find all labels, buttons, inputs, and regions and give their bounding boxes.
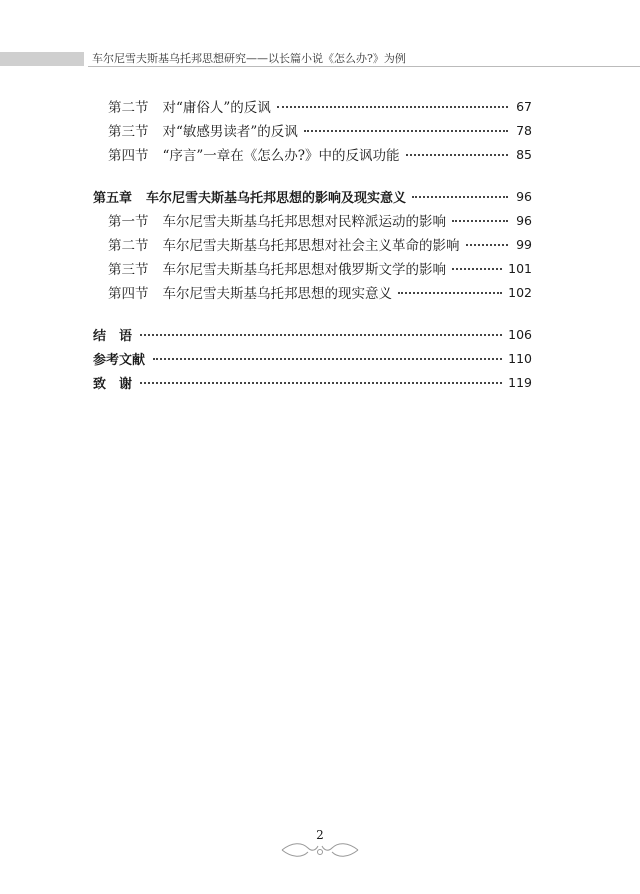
toc-entry[interactable] — [108, 120, 532, 140]
toc-entry-section: 第三节 — [108, 262, 149, 278]
toc-references-entry[interactable] — [93, 348, 532, 368]
dot-leader — [277, 106, 508, 108]
toc-chapter-page: 96 — [516, 188, 532, 204]
dot-leader — [398, 292, 502, 294]
header-decor-bar — [0, 52, 84, 66]
toc-chapter-title: 车尔尼雪夫斯基乌托邦思想的影响及现实意义 — [146, 190, 407, 206]
toc-entry-page: 67 — [516, 98, 532, 114]
header-rule — [88, 66, 640, 67]
page-number: 2 — [316, 828, 324, 842]
toc-entry[interactable] — [108, 96, 532, 116]
toc-entry[interactable] — [108, 234, 532, 254]
toc-entry-section: 结 语 — [93, 328, 133, 344]
dot-leader — [406, 154, 508, 156]
toc-acknowledgements-entry[interactable] — [93, 372, 532, 392]
toc-entry-page: 85 — [516, 146, 532, 162]
dot-leader — [140, 334, 502, 336]
footer-ornament-icon — [278, 840, 362, 860]
toc-entry-title: 车尔尼雪夫斯基乌托邦思想的现实意义 — [162, 286, 392, 302]
toc-entry-section: 第四节 — [108, 286, 149, 302]
dot-leader — [140, 382, 502, 384]
toc-entry-section: 第一节 — [108, 214, 149, 230]
toc-entry[interactable] — [108, 210, 532, 230]
toc-entry-page: 119 — [508, 374, 532, 390]
toc-entry-section: 致 谢 — [93, 376, 133, 392]
toc-entry-title: 对“敏感男读者”的反讽 — [162, 124, 298, 140]
toc-entry-page: 99 — [516, 236, 532, 252]
toc-entry[interactable] — [108, 144, 532, 164]
toc-entry-section: 第四节 — [108, 148, 149, 164]
toc-entry-section: 第二节 — [108, 100, 149, 116]
toc-conclusion-entry[interactable] — [93, 324, 532, 344]
toc-chapter-number: 第五章 — [93, 190, 133, 206]
toc-entry-section: 第三节 — [108, 124, 149, 140]
toc-entry-page: 101 — [508, 260, 532, 276]
toc-entry[interactable] — [108, 258, 532, 278]
toc-entry-title: 车尔尼雪夫斯基乌托邦思想对民粹派运动的影响 — [162, 214, 446, 230]
toc-entry-section: 参考文献 — [93, 352, 146, 368]
dot-leader — [412, 196, 508, 198]
toc-entry-page: 102 — [508, 284, 532, 300]
dot-leader — [452, 268, 502, 270]
dot-leader — [452, 220, 508, 222]
toc-entry-title: “序言”一章在《怎么办?》中的反讽功能 — [162, 148, 400, 164]
toc-entry[interactable] — [108, 282, 532, 302]
dot-leader — [466, 244, 509, 246]
dot-leader — [304, 130, 508, 132]
toc-entry-title: 对“庸俗人”的反讽 — [162, 100, 271, 116]
toc-chapter-entry[interactable] — [93, 186, 532, 206]
running-header: 车尔尼雪夫斯基乌托邦思想研究——以长篇小说《怎么办?》为例 — [92, 52, 406, 65]
toc-entry-section: 第二节 — [108, 238, 149, 254]
toc-entry-page: 110 — [508, 350, 532, 366]
toc-entry-title: 车尔尼雪夫斯基乌托邦思想对俄罗斯文学的影响 — [162, 262, 446, 278]
toc-entry-page: 78 — [516, 122, 532, 138]
toc-entry-title: 车尔尼雪夫斯基乌托邦思想对社会主义革命的影响 — [162, 238, 460, 254]
dot-leader — [153, 358, 502, 360]
toc-entry-page: 106 — [508, 326, 532, 342]
toc-entry-page: 96 — [516, 212, 532, 228]
